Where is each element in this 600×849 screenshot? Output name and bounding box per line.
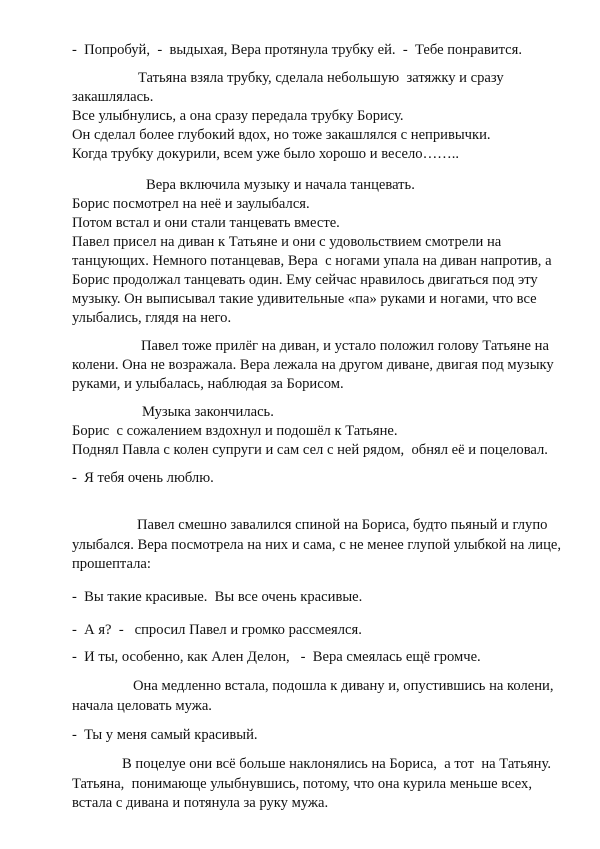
text-line: Потом встал и они стали танцевать вместе. [72,215,340,231]
paragraph-start: Музыка закончилась. [142,404,274,420]
dialogue-line: - А я? - спросил Павел и громко рассмеялся. [72,622,362,638]
dialogue-line: - Я тебя очень люблю. [72,470,214,486]
text-line: Когда трубку докурили, всем уже было хорошо и весело…….. [72,146,460,162]
text-line: - Попробуй, - выдыхая, Вера протянула трубку ей. - Тебе понравится. [72,42,522,58]
text-line: встала с дивана и потянула за руку мужа. [72,795,329,811]
text-line: улыбался. Вера посмотрела на них и сама, с не менее глупой улыбкой на лице, [72,537,562,553]
text-line: Борис продолжал танцевать один. Ему сейчас нравилось двигаться под эту [72,272,538,288]
paragraph-start: Павел тоже прилёг на диван, и устало положил голову Татьяне на [141,338,549,354]
text-line: колени. Она не возражала. Вера лежала на другом диване, двигая под музыку [72,357,554,373]
text-line: закашлялась. [72,89,154,105]
text-line: танцующих. Немного потанцевав, Вера с ногами упала на диван напротив, а [72,253,552,269]
text-line: Павел присел на диван к Татьяне и они с удовольствием смотрели на [72,234,502,250]
dialogue-line: - И ты, особенно, как Ален Делон, - Вера смеялась ещё громче. [72,649,481,665]
paragraph-start: Она медленно встала, подошла к дивану и, опустившись на колени, [133,678,554,694]
dialogue-line: - Вы такие красивые. Вы все очень красивые. [72,589,363,605]
text-line: музыку. Он выписывал такие удивительные «па» руками и ногами, что все [72,291,537,307]
paragraph-start: Татьяна взяла трубку, сделала небольшую затяжку и сразу [138,70,504,86]
dialogue-line: - Ты у меня самый красивый. [72,727,258,743]
text-line: Борис с сожалением вздохнул и подошёл к Татьяне. [72,423,398,439]
text-line: прошептала: [72,556,151,572]
text-line: улыбались, глядя на него. [72,310,232,326]
text-line: Поднял Павла с колен супруги и сам сел с ней рядом, обнял её и поцеловал. [72,442,548,458]
text-line: начала целовать мужа. [72,698,212,714]
text-line: Он сделал более глубокий вдох, но тоже закашлялся с непривычки. [72,127,491,143]
text-line: Все улыбнулись, а она сразу передала трубку Борису. [72,108,404,124]
paragraph-start: Вера включила музыку и начала танцевать. [146,177,415,193]
text-line: руками, и улыбалась, наблюдая за Борисом. [72,376,344,392]
paragraph-start: Павел смешно завалился спиной на Бориса, будто пьяный и глупо [137,517,548,533]
text-line: Борис посмотрел на неё и заулыбался. [72,196,310,212]
text-line: Татьяна, понимающе улыбнувшись, потому, что она курила меньше всех, [72,776,532,792]
paragraph-start: В поцелуе они всё больше наклонялись на Бориса, а тот на Татьяну. [122,756,551,772]
